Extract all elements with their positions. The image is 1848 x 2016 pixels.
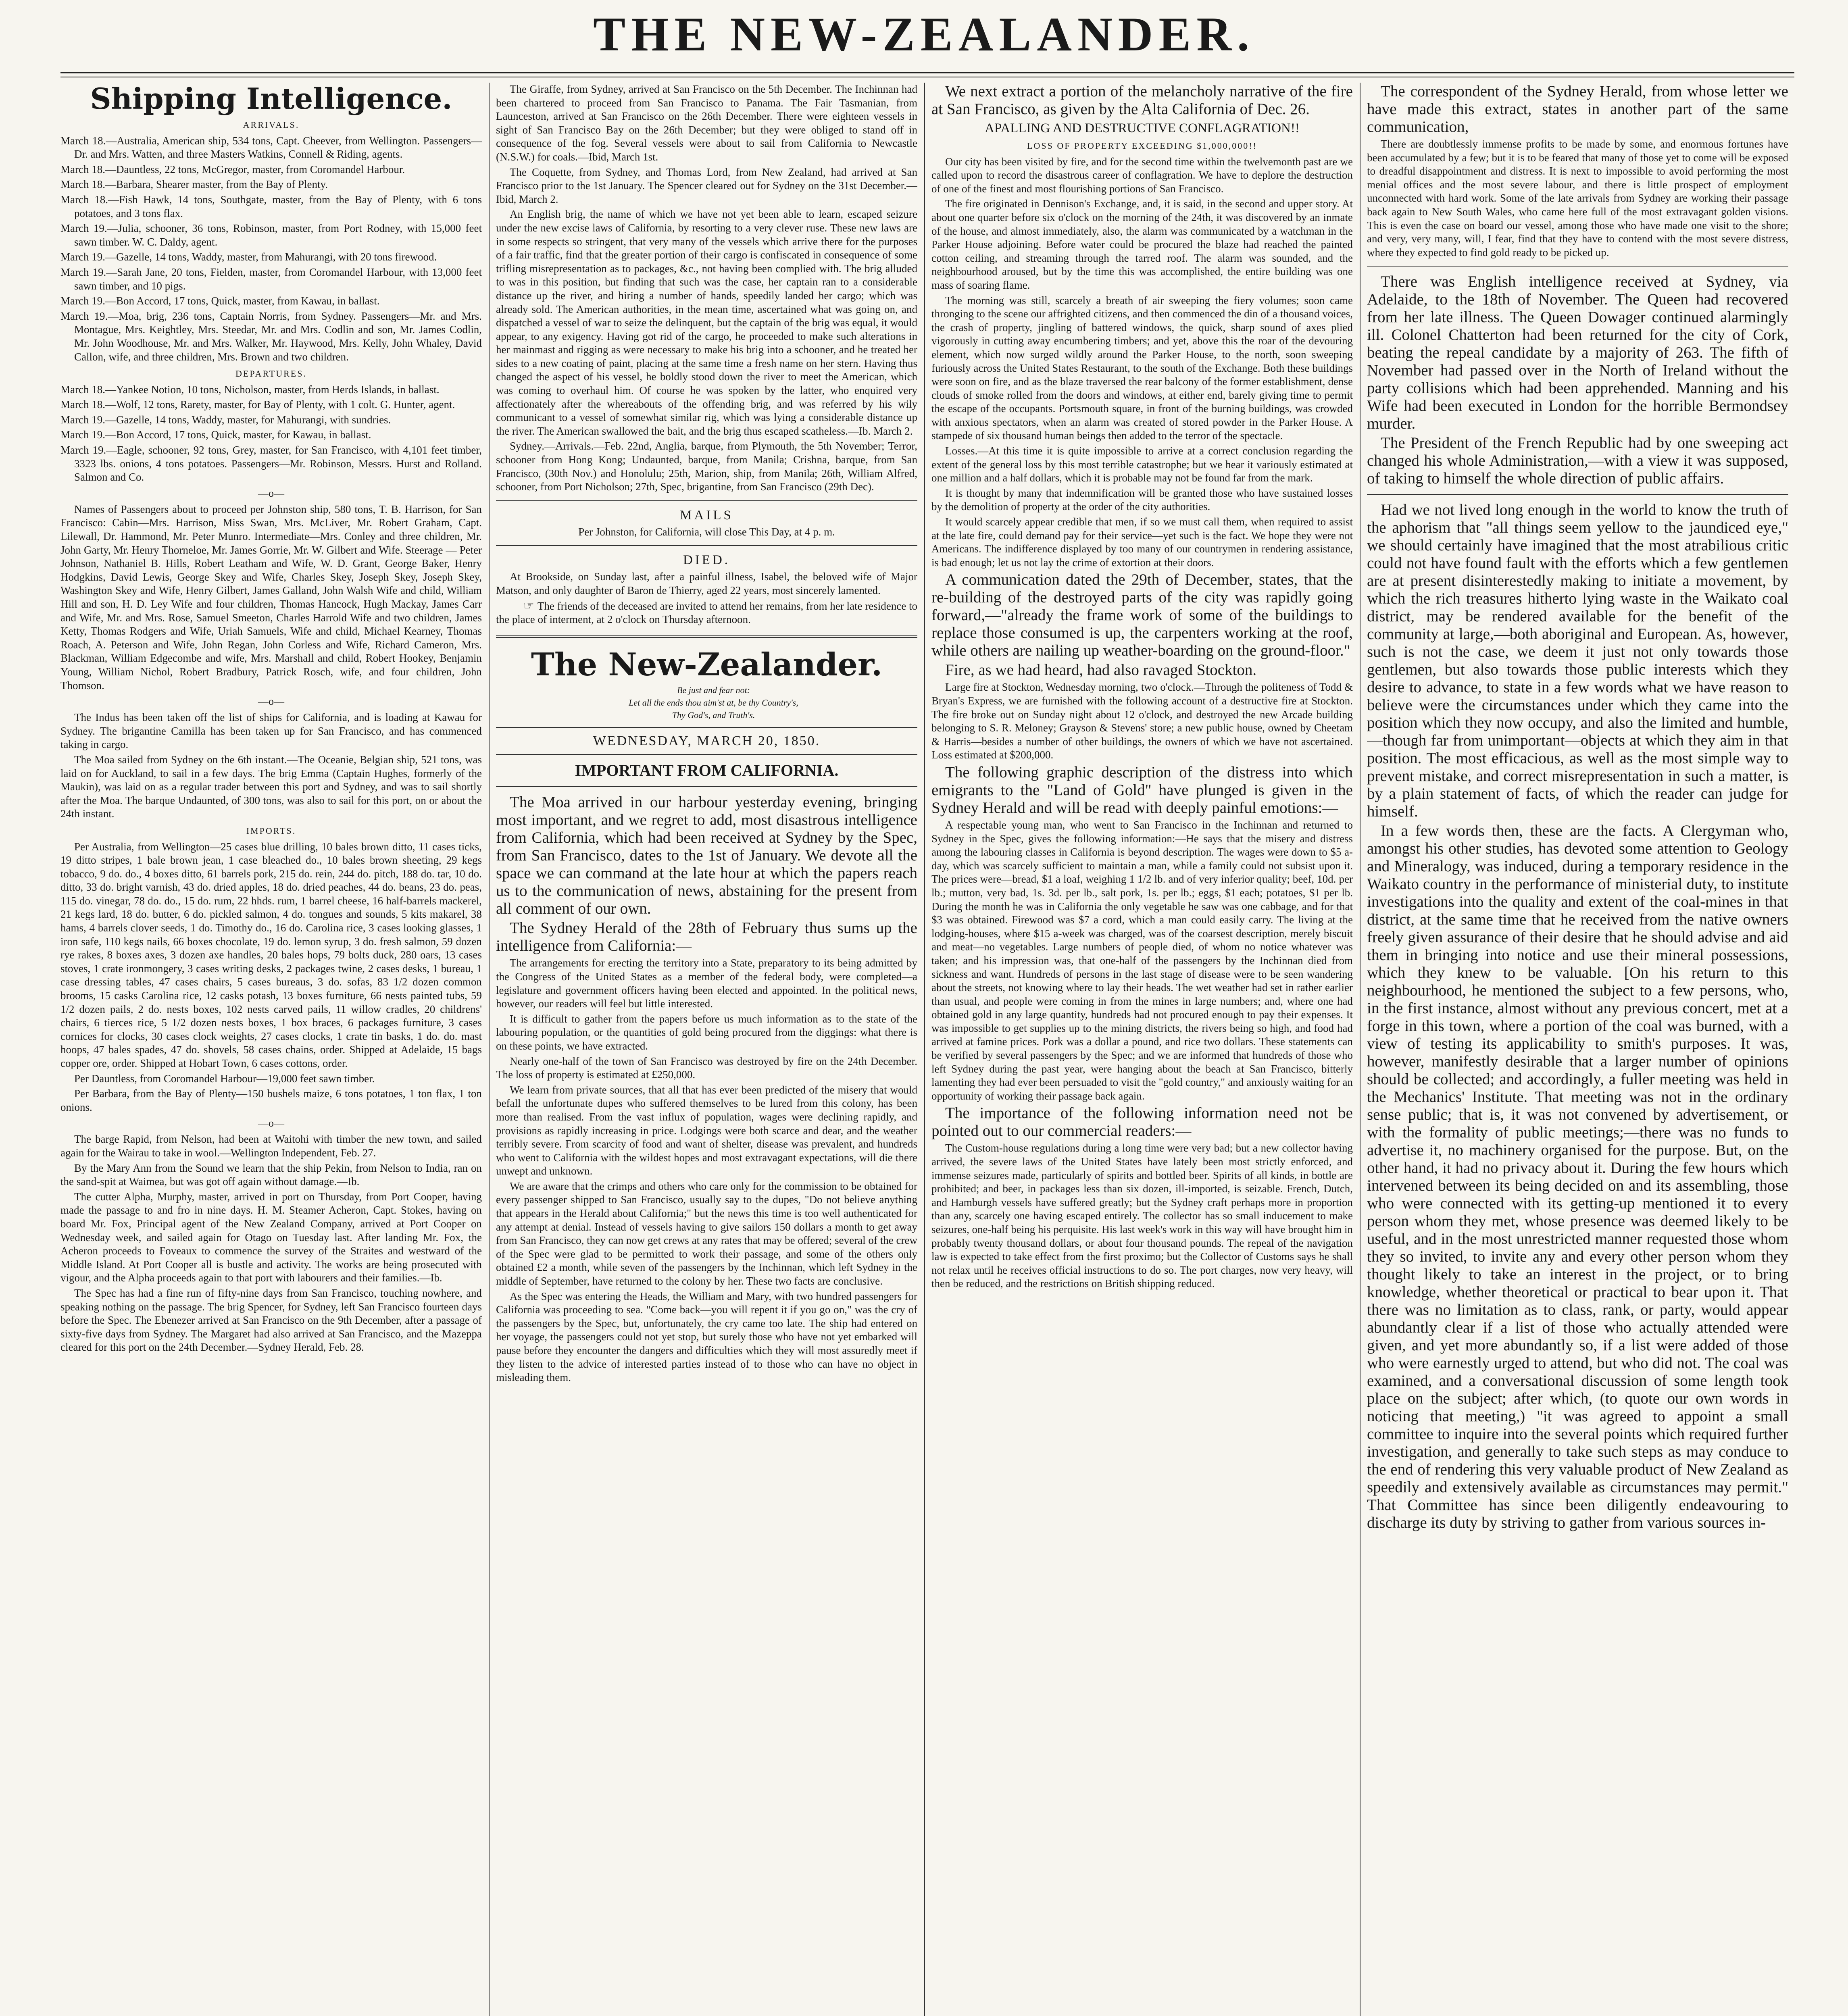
fire-paragraph: It would scarcely appear credible that men, if so we must call them, when required to assist at the late fire, could demand pay for their service—yet such is the fact. We hope they were not Americans. The indifference displayed by too many of our countrymen in rendering assistance, is bad enough; let us not lay the crime of extortion at their doors. bbox=[931, 516, 1353, 569]
extract-paragraph: As the Spec was entering the Heads, the William and Mary, with two hundred passengers for California was proceeding to sea. "Come back—you will repent it if you go on," was the cry of the passengers by the Spec, but, unfortunately, the cry came too late. The ship had entered on her voyage, the passengers could not yet stop, but surely those who have not yet embarked will pause before they encounter the dangers and difficulties which they will most assuredly meet if they listen to the advice of interested parties instead of to those who can have no object in misleading them. bbox=[496, 1290, 917, 1384]
fire-paragraph: It is thought by many that indemnification will be granted those who have sustained losses by the demolition of property at the order of the city authorities. bbox=[931, 487, 1353, 513]
lead-paragraph: The Moa arrived in our harbour yesterday evening, bringing most important, and we regret to add, most disastrous intelligence from California, which had been received at Sydney by the Spec, from San Francisco, dates to the 1st of January. We devote all the space we can command at the late hour at which the papers reach us to the communication of news, abstaining for the present from all comment of our own. bbox=[496, 793, 917, 918]
graphic-intro: The following graphic description of the distress into which emigrants to the "Land of Gold" have plunged is given in the Sydney Herald and will be read with deeply painful emotions:— bbox=[931, 763, 1353, 816]
giraffe-note: The Giraffe, from Sydney, arrived at San Francisco on the 5th December. The Inchinnan had been chartered to proceed from San Francisco to Panama. The Fair Tasmanian, from Launceston, arrived at San Francisco on the 26th December. There were eighteen vessels in sight of San Francisco Bay on the 26th December; but they were obliged to stand off in consequence of the fog. Several vessels were about to sail from California to Newcastle (N.S.W.) for coals.—Ibid, March 1st. bbox=[496, 83, 917, 163]
english-brig-note: An English brig, the name of which we have not yet been able to learn, escaped seizure under the new excise laws of California, by resorting to a very clever ruse. These new laws are in some respects so stringent, that very many of the vessels which arrive there for the purposes of a fair traffic, find that the greater portion of their cargo is confiscated in consequence of some trifling misrepresentation as to packages, &c., not having been complied with. The brig alluded to was in this position, but finding that such was the case, her captain ran to a considerable distance up the river, and hiring a number of hands, speedily landed her cargo; which was already sold. The American authorities, in the mean time, ascertained what was going on, and dispatched a vessel of war to seize the delinquent, but the captain of the brig was equal, it would appear, to any exigency. Having got rid of the cargo, he proceeded to make such alterations in her mainmast and rigging as were necessary to make his brig into a schooner, and he treated her sides to a new coating of paint, placing at the same time a fresh name on her stern. Having thus changed the aspect of his vessel, he boldly stood down the river to meet the American, which was coming to overhaul him. Of course he was spoken by the latter, who enquired very affectionately after the whereabouts of the offending brig, and was referred by his wily communicant to a vessel of somewhat similar rig, which was lying a considerable distance up the river. The American swallowed the bait, and the brig thus escaped scatheless.—Ib. March 2. bbox=[496, 208, 917, 437]
column-divider bbox=[489, 83, 490, 2016]
mary-ann-note: By the Mary Ann from the Sound we learn that the ship Pekin, from Nelson to India, ran on the sand-spit at Waimea, but was got off again without damage.—Ib. bbox=[60, 1162, 482, 1188]
imports-heading: IMPORTS. bbox=[246, 825, 296, 836]
extract-paragraph: We learn from private sources, that all that has ever been predicted of the misery that would befall the unfortunate dupes who suffered themselves to be lured from this colony, has been more than realised. From the vast influx of population, wages were declining rapidly, and provisions as rapidly increasing in price. Lodgings were both scarce and dear, and the weather terribly severe. From scarcity of food and want of shelter, disease was prevalent, and hundreds who went to California with the wildest hopes and most extravagant expectations, will die there unwept and unknown. bbox=[496, 1083, 917, 1177]
importance-intro: The importance of the following information need not be pointed out to our commercial readers:— bbox=[931, 1104, 1353, 1140]
funeral-notice bbox=[496, 599, 917, 627]
divider-rule bbox=[496, 635, 917, 638]
communication-paragraph: A communication dated the 29th of December, states, that the re-building of the destroyed parts of the city was rapidly going forward,—"already the frame work of some of the buildings to replace those consumed is up, the carpenters working at the roof, while others are nailing up weather-boarding on the ground-floor." bbox=[931, 571, 1353, 660]
fire-paragraph: Losses.—At this time it is quite impossible to arrive at a correct conclusion regarding the extent of the general loss by this most terrible catastrophe; but we hear it variously estimated at one million and a half dollars, which it is probable may not be found far from the mark. bbox=[931, 445, 1353, 484]
correspondent-quote: There are doubtlessly immense profits to be made by some, and enormous fortunes have been accumulated by a few; but it is to be feared that many of those yet to come will be exposed to dreadful disappointment and distress. It is next to impossible to avoid performing the most menial offices and the most severe labour, and there is little prospect of employment unconnected with hard work. Some of the late arrivals from Sydney are working their passage back again to New South Wales, who came here full of the most extravagant golden visions. This is even the case on board our vessel, among those who have made one visit to the shore; and very, very many, will, I fear, find that they have to contend with the most severe distress, where they expected to find gold ready to be picked up. bbox=[1367, 138, 1788, 258]
fire-paragraph: The morning was still, scarcely a breath of air sweeping the fiery volumes; soon came thronging to the scene our affrighted citizens, and then commenced the din of a thousand voices, the crash of property, jingling of battered windows, the quick, sharp sound of axes plied vigorously in cutting away encumbering timbers; and yet, above this the roar of the devouring element, which now surged wildly around the Parker House, to the north, soon sweeping furiously across the United States Restaurant, to the south of the Exchange. Both these buildings were soon on fire, and as the blaze traversed the rear balcony of the former establishment, dense clouds of smoke rolled from the doors and windows, at either end, barely giving time to permit the escape of the occupants. Portsmouth square, in front of the burning buildings, was crowded with anxious spectators, when an alarm was created of stored powder in the Parker House. A stampede of six thousand human beings then added to the terror of the spectacle. bbox=[931, 294, 1353, 442]
departure-entry: March 19.—Eagle, schooner, 92 tons, Grey, master, for San Francisco, with 4,101 feet timber, 3323 lbs. onions, 4 tons potatoes. Passengers—Mr. Robinson, Messrs. Hurst and Rolland. Salmon and Co. bbox=[60, 444, 482, 483]
funeral-notice-text: The friends of the deceased are invited to attend her remains, from her late residence to the place of interment, at 2 o'clock on Thursday afternoon. bbox=[496, 600, 917, 626]
extract-paragraph: Nearly one-half of the town of San Francisco was destroyed by fire on the 24th December. The loss of property is estimated at £250,000. bbox=[496, 1055, 917, 1081]
arrival-entry: March 18.—Barbara, Shearer master, from the Bay of Plenty. bbox=[60, 178, 328, 191]
arrival-entry: March 19.—Moa, brig, 236 tons, Captain Norris, from Sydney. Passengers—Mr. and Mrs. Montague, Mrs. Keightley, Mrs. Steedar, Mr. and Mrs. Codlin and son, Mr. James Codlin, Mr. John Woodhouse, Mr. and Mrs. Walker, Mr. Haywood, Mrs. Kelly, John Whaley, David Callon, wife, and three children, Mrs. Brown and two children. bbox=[60, 310, 482, 363]
waikato-paragraph: In a few words then, these are the facts. A Clergyman who, amongst his other studies, has devoted some attention to Geology and Mineralogy, was induced, during a temporary residence in the Waikato country in the performance of ministerial duty, to institute investigations into the quality and extent of the coal-mines in that district, at the same time that he received from the native owners freely given assurance of their desire that he should advise and aid them in bringing into notice and use their mineral possessions, which they knew to be valuable. [On his return to this neighbourhood, he mentioned the subject to a few persons, who, in the first instance, almost without any previous concert, met at a forge in this town, where a portion of the coal was burned, with a view of testing its applicability to smith's purposes. It was, however, manifestly desirable that a larger number of opinions should be collected; and accordingly, a fuller meeting was held in the Mechanics' Institute. That meeting was not in the ordinary sense public; that is, it was not convened by advertisement, or with the formality of public meetings;—there was no funds to advertise it, no machinery organised for the purpose. But, on the other hand, it had no privacy about it. During the few hours which intervened between its being decided on and its assembling, those who were connected with its getting-up mentioned it to every person whom they met, whose presence was deemed likely to be useful, and in the most unrestricted manner requested those whom they so invited, to invite any and every other person whom they thought likely to take an interest in the project, or to bring knowledge, whether theoretical or practical to bear upon it. That there was no limitation as to class, rank, or party, would appear abundantly clear if a list of those who actually attended were given, and yet more abundantly so, if a list were added of those who were earnestly urged to attend, but who did not. The coal was examined, and a conversational discussion of some length took place on the subject; after which, (to quote our own words in noticing that meeting,) "it was agreed to appoint a small committee to inquire into the several points which required further investigation, and generally to take such steps as may conduce to the end of rendering this very valuable product of New Zealand as speedily and extensively available as circumstances may permit." That Committee has since been diligently endeavouring to discharge its duty by striving to gather from various sources in- bbox=[1367, 822, 1788, 1532]
divider-rule bbox=[496, 545, 917, 546]
died-heading: DIED. bbox=[683, 553, 731, 568]
section-separator: —o— bbox=[258, 487, 284, 499]
graphic-paragraph: A respectable young man, who went to San Francisco in the Inchinnan and returned to Sydney in the Spec, gives the following information:—He says that the misery and distress among the labouring classes in California is beyond description. The wages were down to $5 a-day, which was scarcely sufficient to maintain a man, while a family could not subsist upon it. The prices were—bread, $1 a loaf, weighing 1 1/2 lb. and of very inferior quality; beef, 10d. per lb.; mutton, very bad, 1s. 3d. per lb., salt pork, 1s. per lb.; eggs, $1 each; potatoes, $1 per lb. During the month he was in California the only vegetable he saw was one cabbage, and for that $3 was obtained. Firewood was $7 a cord, which a man could easily carry. The living at the lodging-houses, where $15 a-week was charged, was of the coarsest description, merely biscuit and meat—no vegetables. Large numbers of people died, of whom no notice whatever was taken; and his impression was, that one-half of the passengers by the Inchinnan died from sickness and want. Hundreds of persons in the last stage of disease were to be seen wandering about the streets, not knowing where to lay their heads. The wet weather had set in rather earlier than usual, and people were coming in from the mines in large numbers; and, where one had obtained gold in any large quantity, hundreds had not procured enough to pay their expenses. It was impossible to get supplies up to the mining districts, the rivers being so high, and food had arrived at famine prices. Pork was a dollar a pound, and rice two dollars. These statements can be verified by several passengers by the Spec; and we are informed that hundreds of those who left Sydney during the past year, were hanging about the beach at San Francisco, bitterly lamenting they had ever been persuaded to visit the "gold country," and anxiously waiting for an opportunity of working their passage back again. bbox=[931, 818, 1353, 1102]
customs-paragraph: The Custom-house regulations during a long time were very bad; but a new collector having arrived, the severe laws of the United States have lately been most strictly enforced, and immense seizures made, particularly of spirits and bottled beer. Spirits of all kinds, in bottle are prohibited; and beer, in packages less than six dozen, ill-imported, is seizable. French, Dutch, and Hamburgh vessels have suffered greatly; but the Sydney craft perhaps more in proportion than any, scarcely one having escaped entirely. The collector has so small inducement to make seizures, one-half being his perquisite. His last week's work in this way will have brought him in probably twenty thousand dollars, or about four thousand pounds. The repeal of the navigation law is expected to take effect from the first proximo; but the Collector of Customs says he shall not relax until he receives official instructions to do so. The port charges, now very heavy, will then be reduced, and the restrictions on British shipping reduced. bbox=[931, 1142, 1353, 1290]
indus-note: The Indus has been taken off the list of ships for California, and is loading at Kawau for Sydney. The brigantine Camilla has been taken up for San Francisco, and has commenced taking in cargo. bbox=[60, 711, 482, 751]
mails-heading: MAILS bbox=[680, 508, 733, 523]
divider-rule bbox=[496, 754, 917, 755]
alta-intro: We next extract a portion of the melancholy narrative of the fire at San Francisco, as given by the Alta California of Dec. 26. bbox=[931, 83, 1353, 118]
fire-paragraph: The fire originated in Dennison's Exchange, and, it is said, in the second and upper story. At about one quarter before six o'clock on the morning of the 24th, it was discovered by an inmate of the house, and almost immediately, also, the alarm was communicated by a watchman in the Parker House adjoining. Before water could be procured the blaze had reached the painted cotton ceiling, and streaming through the tarred roof. The alarm was sounded, and the neighbourhood aroused, but by the time this was accomplished, the entire building was one mass of soaring flame. bbox=[931, 198, 1353, 291]
divider-rule bbox=[496, 500, 917, 501]
arrival-entry: March 18.—Fish Hawk, 14 tons, Southgate, master, from the Bay of Plenty, with 6 tons potatoes, and 3 tons flax. bbox=[60, 193, 482, 219]
arrival-entry: March 19.—Sarah Jane, 20 tons, Fielden, master, from Coromandel Harbour, with 13,000 feet sawn timber, and 10 pigs. bbox=[60, 266, 482, 292]
arrival-entry: March 19.—Bon Accord, 17 tons, Quick, master, from Kawau, in ballast. bbox=[60, 295, 380, 307]
motto-line: Let all the ends thou aim'st at, be thy Country's, bbox=[629, 697, 798, 708]
section-separator: —o— bbox=[258, 1117, 284, 1129]
moa-note: The Moa sailed from Sydney on the 6th instant.—The Oceanie, Belgian ship, 521 tons, was laid on for Auckland, to sail in a few days. The brig Emma (Captain Hughes, formerly of the Maukin), was laid on as a regular trader between this port and Sydney, and was to sail shortly after the Moa. The barque Undaunted, of 300 tons, was also to sail for this port, on or about the 24th instant. bbox=[60, 753, 482, 820]
masthead-title: THE NEW-ZEALANDER. bbox=[593, 7, 1255, 61]
mails-text: Per Johnston, for California, will close This Day, at 4 p. m. bbox=[578, 525, 835, 538]
arrival-entry: March 18.—Australia, American ship, 534 tons, Capt. Cheever, from Wellington. Passengers—Dr. and Mrs. Watten, and three Masters Watkins, Connell & Riding, agents. bbox=[60, 134, 482, 160]
arrivals-heading: ARRIVALS. bbox=[243, 120, 300, 130]
extract-paragraph: It is difficult to gather from the papers before us much information as to the state of the labouring population, or the quantities of gold being procured from the diggings: what there is on these points, we have extracted. bbox=[496, 1012, 917, 1052]
johnston-passengers: Names of Passengers about to proceed per Johnston ship, 580 tons, T. B. Harrison, for San Francisco: Cabin—Mrs. Harrison, Miss Swan, Mrs. McLiver, Mr. Robert Graham, Capt. Lilewall, Dr. Hammond, Mr. Peter Munro. Intermediate—Mrs. Conley and three children, Mr. John Garty, Mr. Henry Thorneloe, Mr. James Gorrie, Mr. W. Gilbert and Wife. Steerage — Peter Johnson, Nathaniel B. Hills, Robert Leatham and Wife, W. D. Grant, George Baker, Henry Hodgkins, David Lewis, George Skey and Wife, Charles Skey, Joseph Skey, Joseph Skey, Washington Skey and Wife, Henry Gilbert, James Galland, John Walsh Wife and child, William Hill and son, H. D. Ley Wife and four children, Thomas Hancock, Hugh Mackay, James Carr and Wife, Mr. and Mrs. Rose, Samuel Smeeton, Charles Harrold Wife and two children, James Ketty, Thomas Rodgers and Wife, Uriah Samuels, Wife and child, Michael Kearney, Thomas Roach, A. Peterson and Wife, John Regan, John Corless and Wife, Richard Cameron, Mrs. Blackman, William Edgecombe and wife, Mrs. Marshall and child, Robert Hookey, Benjamin Young, William Nichol, Robert Bradbury, Patrick Rosch, wife, and four children, John Thomson. bbox=[60, 503, 482, 691]
french-president: The President of the French Republic had by one sweeping act changed his whole Administration,—with a view it was supposed, of taking to himself the whole direction of public affairs. bbox=[1367, 434, 1788, 487]
shipping-heading: Shipping Intelligence. bbox=[90, 83, 452, 116]
alpha-note: The cutter Alpha, Murphy, master, arrived in port on Thursday, from Port Cooper, having made the passage to and fro in nine days. H. M. Steamer Acheron, Capt. Stokes, having on board Mr. Fox, Principal agent of the New Zealand Company, arrived at Port Cooper on Wednesday week, and sailed again for Otago on Tuesday last. After landing Mr. Fox, the Acheron proceeds to Foveaux to commence the survey of the Straites and westward of the Middle Island. At Port Cooper all is bustle and activity. The works are being prosecuted with vigour, and the Alpha proceeds again to that port with labourers and their families.—Ib. bbox=[60, 1190, 482, 1284]
column-3 bbox=[931, 83, 1353, 2016]
stockton-paragraph: Large fire at Stockton, Wednesday morning, two o'clock.—Through the politeness of Todd & Bryan's Express, we are furnished with the following account of a destructive fire at Stockton. The fire broke out on Sunday night about 12 o'clock, and destroyed the new Arcade building belonging to S. R. Meloney; Grayson & Stevens' store; a new public house, owned by Cheetam & Harris—besides a number of other buildings, the owners of which we have not ascertained. Loss estimated at $200,000. bbox=[931, 681, 1353, 761]
departures-heading: DEPARTURES. bbox=[235, 369, 307, 379]
sydney-herald-intro: The Sydney Herald of the 28th of February thus sums up the intelligence from California:— bbox=[496, 919, 917, 955]
masthead bbox=[0, 0, 1848, 69]
divider-rule bbox=[1367, 266, 1788, 267]
dateline: WEDNESDAY, MARCH 20, 1850. bbox=[593, 733, 821, 748]
fire-subheadline: LOSS OF PROPERTY EXCEEDING $1,000,000!! bbox=[1027, 141, 1257, 151]
spec-note: The Spec has had a fine run of fifty-nine days from San Francisco, touching nowhere, and speaking nothing on the passage. The brig Spencer, for Sydney, left San Francisco fourteen days before the Spec. The Ebenezer arrived at San Francisco on the 9th December, after a passage of sixty-five days from Sydney. The Margaret had also arrived at San Francisco, and the Mazeppa cleared for this port on the 24th December.—Sydney Herald, Feb. 28. bbox=[60, 1287, 482, 1354]
motto-line: Be just and fear not: bbox=[677, 685, 750, 695]
section-separator: —o— bbox=[258, 696, 284, 708]
divider-rule bbox=[496, 786, 917, 787]
divider-rule bbox=[1367, 494, 1788, 495]
editorial-nameplate: The New-Zealander. bbox=[531, 646, 883, 683]
correspondent-intro: The correspondent of the Sydney Herald, from whose letter we have made this extract, states in another part of the same communication, bbox=[1367, 83, 1788, 135]
stockton-intro: Fire, as we had heard, had also ravaged Stockton. bbox=[945, 661, 1257, 679]
arrival-entry: March 19.—Gazelle, 14 tons, Waddy, master, from Mahurangi, with 20 tons firewood. bbox=[60, 251, 437, 263]
imports-dauntless: Per Dauntless, from Coromandel Harbour—19,000 feet sawn timber. bbox=[74, 1072, 375, 1085]
imports-barbara: Per Barbara, from the Bay of Plenty—150 bushels maize, 6 tons potatoes, 1 ton flax, 1 ton onions. bbox=[60, 1087, 482, 1113]
divider-rule bbox=[496, 727, 917, 728]
pointing-hand-icon: ☞ bbox=[523, 599, 534, 612]
waikato-paragraph: Had we not lived long enough in the world to know the truth of the aphorism that "all things seem yellow to the jaundiced eye," we should certainly have imagined that the most atrabilious critic could not have found fault with the efforts which a few gentlemen are at present disinterestedly making to initiate a movement, by which the rich treasures hitherto lying waste in the Waikato coal district, may be rendered available for the benefit of the community at large,—both aboriginal and European. As, however, such is not the case, we deem it just not only towards those gentlemen, but also towards those public interests which they desire to advance, to state in a few words what we have reason to believe were the circumstances under which they came into the position which they now occupy, and also the limited and humble,—though far from unimportant—objects at which they aim in that position. The most efficacious, as well as the most simple way to prevent mistake, and correct misrepresentation in such a matter, is by a plain statement of facts, of which the reader can judge for himself. bbox=[1367, 501, 1788, 821]
departure-entry: March 19.—Bon Accord, 17 tons, Quick, master, for Kawau, in ballast. bbox=[60, 429, 371, 441]
extract-paragraph: We are aware that the crimps and others who care only for the commission to be obtained for every passenger shipped to San Francisco, usually say to the dupes, "Do not believe anything that appears in the Herald about California;" but the news this time is too well authenticated for any attempt at denial. Instead of vessels having to give sailors 150 dollars a month to get away from San Francisco, they can now get crews at any rates that may be offered; several of the crew of the Spec were glad to be permitted to work their passage, and some of the others only obtained £2 a month, while seven of the passengers by the Inchinnan, which left Sydney in the middle of September, have returned to the colony by her. These two facts are conclusive. bbox=[496, 1180, 917, 1287]
column-1 bbox=[60, 83, 482, 2016]
imports-australia: Per Australia, from Wellington—25 cases blue drilling, 10 bales brown ditto, 11 cases ticks, 19 ditto stripes, 1 bale brown jean, 1 case bleached do., 10 bales brown sheeting, 29 kegs tobacco, 9 do. do., 4 boxes ditto, 61 barrels pork, 215 do. rein, 244 do. pitch, 188 do. tar, 10 do. ditto, 33 do. bright varnish, 43 do. dried apples, 18 do. dried peaches, 44 do. beans, 23 do. peas, 115 do. vinegar, 78 do. do., 15 do. rum, 22 hhds. rum, 1 barrel cheese, 16 half-barrels mackerel, 21 kegs lard, 18 do. butter, 6 do. pickled salmon, 4 do. tongues and sounds, 5 kits makarel, 38 hams, 4 barrels clover seeds, 1 do. Timothy do., 16 do. Carolina rice, 3 cases looking glasses, 1 iron safe, 110 kegs nails, 66 boxes chocolate, 19 do. lemon syrup, 3 do. fresh salmon, 59 dozen rye rakes, 8 boxes axes, 3 dozen axe handles, 20 bales hops, 79 bolts duck, 280 oars, 13 cases stoves, 1 crate ironmongery, 3 cases writing desks, 2 packages twine, 2 cases desks, 1 bureau, 1 case dressing tables, 47 cases chairs, 5 cases bureaus, 3 do. sofas, 83 1/2 dozen common brooms, 15 casks Carolina rice, 12 casks potash, 13 boxes furniture, 66 nests painted tubs, 59 1/2 dozen pails, 2 do. nests boxes, 102 nests carved pails, 11 willow cradles, 20 childrens' chairs, 6 tierces rice, 5 1/2 dozen nests boxes, 1 box braces, 6 packages furniture, 3 cases cornices for clocks, 30 cases clock weights, 27 cases clocks, 1 crate tin basks, 1 do. do. mast hoops, 47 bales spades, 47 do. shovels, 58 cases chains, order. Shipped at Adelaide, 15 bags copper ore, order. Shipped at Hobart Town, 6 cases cottons, order. bbox=[60, 840, 482, 1069]
died-text: At Brookside, on Sunday last, after a painful illness, Isabel, the beloved wife of Major Matson, and only daughter of Baron de Thierry, aged 22 years, most sincerely lamented. bbox=[496, 571, 917, 596]
motto-line: Thy God's, and Truth's. bbox=[672, 710, 755, 720]
fire-paragraph: Our city has been visited by fire, and for the second time within the twelvemonth past are we called upon to record the disastrous career of conflagration. We have to deplore the destruction of one of the finest and most flourishing portions of San Francisco. bbox=[931, 155, 1353, 195]
rapid-note: The barge Rapid, from Nelson, had been at Waitohi with timber the new town, and sailed again for the Wairau to take in wool.—Wellington Independent, Feb. 27. bbox=[60, 1133, 482, 1159]
departure-entry: March 18.—Wolf, 12 tons, Rarety, master, for Bay of Plenty, with 1 colt. G. Hunter, agent. bbox=[60, 398, 455, 411]
column-divider bbox=[924, 83, 925, 2016]
sydney-arrivals: Sydney.—Arrivals.—Feb. 22nd, Anglia, barque, from Plymouth, the 5th November; Terror, schooner from Hong Kong; Undaunted, barque, from Manila; Crishna, barque, from San Francisco, (30th Nov.) and Honolulu; 25th, Marion, ship, from Manila; 26th, William Alfred, schooner, from Port Nicholson; 27th, Spec, brigantine, from San Francisco (29th Dec). bbox=[496, 440, 917, 493]
extract-paragraph: The arrangements for erecting the territory into a State, preparatory to its being admitted by the Congress of the United States as a member of the federal body, were completed—a legislature and government officers having been elected and appointed. In the political news, however, our readers will feel but little interested. bbox=[496, 957, 917, 1010]
departure-entry: March 19.—Gazelle, 14 tons, Waddy, master, for Mahurangi, with sundries. bbox=[60, 413, 391, 426]
arrival-entry: March 18.—Dauntless, 22 tons, McGregor, master, from Coromandel Harbour. bbox=[60, 163, 405, 175]
english-intelligence: There was English intelligence received at Sydney, via Adelaide, to the 18th of November. The Queen had recovered from her late illness. The Queen Dowager continued alarmingly ill. Colonel Chatterton had been returned for the city of Cork, beating the repeal candidate by a majority of 263. The fifth of November had passed over in the North of Ireland without the party collisions which had been apprehended. Manning and his Wife had been executed in London for the horrible Bermondsey murder. bbox=[1367, 273, 1788, 433]
coquette-note: The Coquette, from Sydney, and Thomas Lord, from New Zealand, had arrived at San Francisco prior to the 1st January. The Spencer cleared out for Sydney on the 31st December.—Ibid, March 2. bbox=[496, 166, 917, 205]
column-4 bbox=[1367, 83, 1788, 2016]
masthead-rule bbox=[60, 72, 1794, 77]
lead-headline: IMPORTANT FROM CALIFORNIA. bbox=[575, 761, 839, 780]
arrival-entry: March 19.—Julia, schooner, 36 tons, Robinson, master, from Port Rodney, with 15,000 feet sawn timber. W. C. Daldy, agent. bbox=[60, 222, 482, 248]
fire-headline: APALLING AND DESTRUCTIVE CONFLAGRATION!! bbox=[985, 121, 1300, 135]
departure-entry: March 18.—Yankee Notion, 10 tons, Nicholson, master, from Herds Islands, in ballast. bbox=[60, 383, 440, 396]
column-2 bbox=[496, 83, 917, 2016]
